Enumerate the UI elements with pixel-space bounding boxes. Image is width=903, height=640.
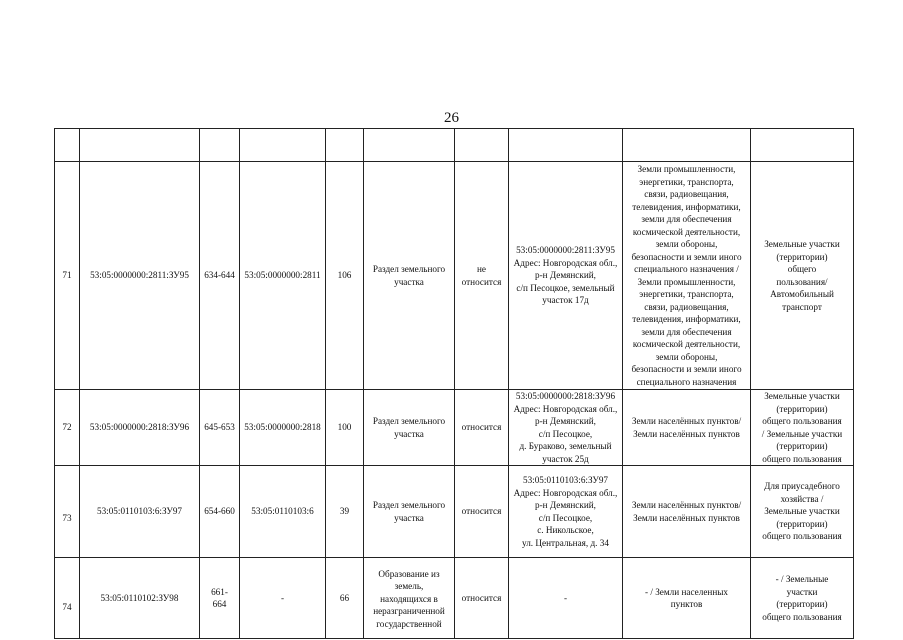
public-use-relation: относится <box>455 558 509 639</box>
header-cell <box>623 129 751 162</box>
source-plot-number: 53:05:0000000:2818 <box>240 390 326 466</box>
public-use-relation: относится <box>455 390 509 466</box>
row-number: 73 <box>55 466 80 558</box>
land-category: - / Земли населенных пунктов <box>623 558 751 639</box>
plot-cadastral-number: 53:05:0000000:2811:ЗУ95 <box>80 162 200 390</box>
row-number: 71 <box>55 162 80 390</box>
plot-cadastral-number: 53:05:0110102:ЗУ98 <box>80 558 200 639</box>
plot-cadastral-number: 53:05:0000000:2818:ЗУ96 <box>80 390 200 466</box>
public-use-relation: относится <box>455 466 509 558</box>
land-category: Земли населённых пунктов/ Земли населённых пунктов <box>623 466 751 558</box>
formation-method: Раздел земельного участка <box>364 162 455 390</box>
formation-method: Образование из земель, находящихся в неразграниченной государственной <box>364 558 455 639</box>
permitted-use: - / Земельные участки (территории) общего пользования <box>751 558 854 639</box>
plot-cadastral-number: 53:05:0110103:6:ЗУ97 <box>80 466 200 558</box>
plot-area: 100 <box>326 390 364 466</box>
row-number: 74 <box>55 558 80 639</box>
plot-address: 53:05:0000000:2818:ЗУ96 Адрес: Новгородская обл., р-н Демянский, с/п Песоцкое, д. Бураково, земельный участок 25д <box>509 390 623 466</box>
boundary-points: 661- 664 <box>200 558 240 639</box>
formation-method: Раздел земельного участка <box>364 390 455 466</box>
header-cell <box>751 129 854 162</box>
header-cell <box>55 129 80 162</box>
formation-method: Раздел земельного участка <box>364 466 455 558</box>
plot-address: - <box>509 558 623 639</box>
permitted-use: Земельные участки (территории) общего пользования / Земельные участки (территории) общего пользования <box>751 390 854 466</box>
table-row <box>55 390 854 466</box>
header-cell <box>364 129 455 162</box>
public-use-relation: не относится <box>455 162 509 390</box>
plot-address: 53:05:0110103:6:ЗУ97 Адрес: Новгородская обл., р-н Демянский, с/п Песоцкое, с. Никольское, ул. Центральная, д. 34 <box>509 466 623 558</box>
header-cell <box>455 129 509 162</box>
land-plot-table <box>54 128 854 639</box>
plot-address: 53:05:0000000:2811:ЗУ95 Адрес: Новгородская обл., р-н Демянский, с/п Песоцкое, земельный участок 17д <box>509 162 623 390</box>
header-cell <box>509 129 623 162</box>
table-header-row <box>55 129 854 162</box>
header-cell <box>200 129 240 162</box>
table-row <box>55 466 854 558</box>
boundary-points: 645-653 <box>200 390 240 466</box>
permitted-use: Земельные участки (территории) общего пользования/ Автомобильный транспорт <box>751 162 854 390</box>
header-cell <box>326 129 364 162</box>
plot-area: 39 <box>326 466 364 558</box>
source-plot-number: 53:05:0110103:6 <box>240 466 326 558</box>
row-number: 72 <box>55 390 80 466</box>
land-category: Земли населённых пунктов/ Земли населённых пунктов <box>623 390 751 466</box>
source-plot-number: - <box>240 558 326 639</box>
table-row <box>55 558 854 639</box>
page-number: 26 <box>444 110 459 126</box>
permitted-use: Для приусадебного хозяйства / Земельные участки (территории) общего пользования <box>751 466 854 558</box>
header-cell <box>240 129 326 162</box>
boundary-points: 654-660 <box>200 466 240 558</box>
header-cell <box>80 129 200 162</box>
land-category: Земли промышленности, энергетики, транспорта, связи, радиовещания, телевидения, информатики, земли для обеспечения космической деятельности, земли обороны, безопасности и земли иного специального назначения / Земли промышленности, энергетики, транспорта, связи, радиовещания, телевидения, информатики, земли для обеспечения космической деятельности, земли обороны, безопасности и земли иного специального назначения <box>623 162 751 390</box>
plot-area: 66 <box>326 558 364 639</box>
plot-area: 106 <box>326 162 364 390</box>
source-plot-number: 53:05:0000000:2811 <box>240 162 326 390</box>
table-row <box>55 162 854 390</box>
boundary-points: 634-644 <box>200 162 240 390</box>
